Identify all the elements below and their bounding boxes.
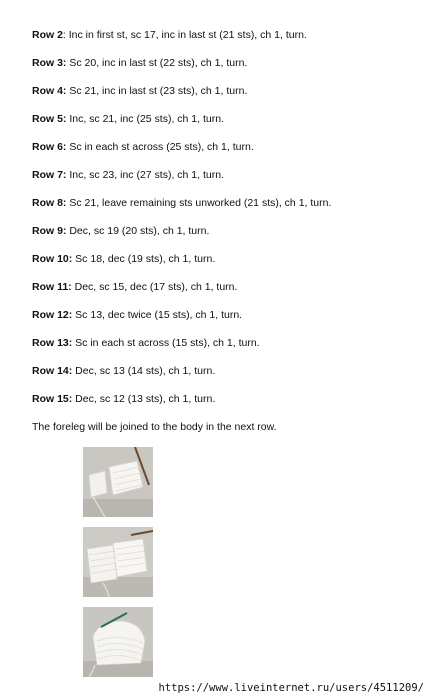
progress-photo-1 <box>83 447 153 517</box>
row-label: Row 12: <box>32 309 73 321</box>
row-text: Dec, sc 15, dec (17 sts), ch 1, turn. <box>71 281 238 293</box>
row-text: Inc, sc 23, inc (27 sts), ch 1, turn. <box>66 169 224 181</box>
row-text: Sc 20, inc in last st (22 sts), ch 1, turn. <box>66 57 248 69</box>
row-text: Sc 13, dec twice (15 sts), ch 1, turn. <box>72 309 243 321</box>
row-text: Sc 18, dec (19 sts), ch 1, turn. <box>72 253 216 265</box>
row-label: Row 7: <box>32 169 67 181</box>
row-label: Row 15: <box>32 393 73 405</box>
row-label: Row 14: <box>32 365 73 377</box>
row-text: Sc 21, inc in last st (23 sts), ch 1, turn. <box>66 85 248 97</box>
row-text: Sc in each st across (15 sts), ch 1, turn. <box>72 337 260 349</box>
row-text: : Inc in first st, sc 17, inc in last st (21 sts), ch 1, turn. <box>62 29 307 41</box>
foreleg-note: The foreleg will be joined to the body in the next row. <box>32 421 277 433</box>
row-text: Inc, sc 21, inc (25 sts), ch 1, turn. <box>66 113 224 125</box>
row-10-instruction <box>32 253 215 266</box>
row-label: Row 10: <box>32 253 73 265</box>
row-label: Row 3: <box>32 57 67 69</box>
row-11-instruction <box>32 281 237 294</box>
row-text: Dec, sc 13 (14 sts), ch 1, turn. <box>72 365 216 377</box>
row-2-instruction <box>32 29 307 42</box>
row-13-instruction <box>32 337 260 350</box>
row-6-instruction <box>32 141 254 154</box>
row-label: Row 11: <box>32 281 72 293</box>
progress-photo-2 <box>83 527 153 597</box>
row-label: Row 5: <box>32 113 67 125</box>
source-url: https://www.liveinternet.ru/users/4511209/ <box>158 682 424 694</box>
row-text: Sc 21, leave remaining sts unworked (21 sts), ch 1, turn. <box>66 197 332 209</box>
row-label: Row 4: <box>32 85 67 97</box>
row-5-instruction <box>32 113 224 126</box>
row-12-instruction <box>32 309 242 322</box>
row-label: Row 9: <box>32 225 67 237</box>
row-3-instruction <box>32 57 247 70</box>
row-text: Sc in each st across (25 sts), ch 1, turn. <box>66 141 254 153</box>
row-label: Row 13: <box>32 337 73 349</box>
row-4-instruction <box>32 85 247 98</box>
row-8-instruction <box>32 197 331 210</box>
row-14-instruction <box>32 365 215 378</box>
row-7-instruction <box>32 169 224 182</box>
row-text: Dec, sc 12 (13 sts), ch 1, turn. <box>72 393 216 405</box>
row-9-instruction <box>32 225 209 238</box>
row-label: Row 8: <box>32 197 67 209</box>
row-text: Dec, sc 19 (20 sts), ch 1, turn. <box>66 225 210 237</box>
row-label: Row 6: <box>32 141 67 153</box>
row-15-instruction <box>32 393 215 406</box>
row-label: Row 2 <box>32 29 63 41</box>
progress-photo-3 <box>83 607 153 677</box>
